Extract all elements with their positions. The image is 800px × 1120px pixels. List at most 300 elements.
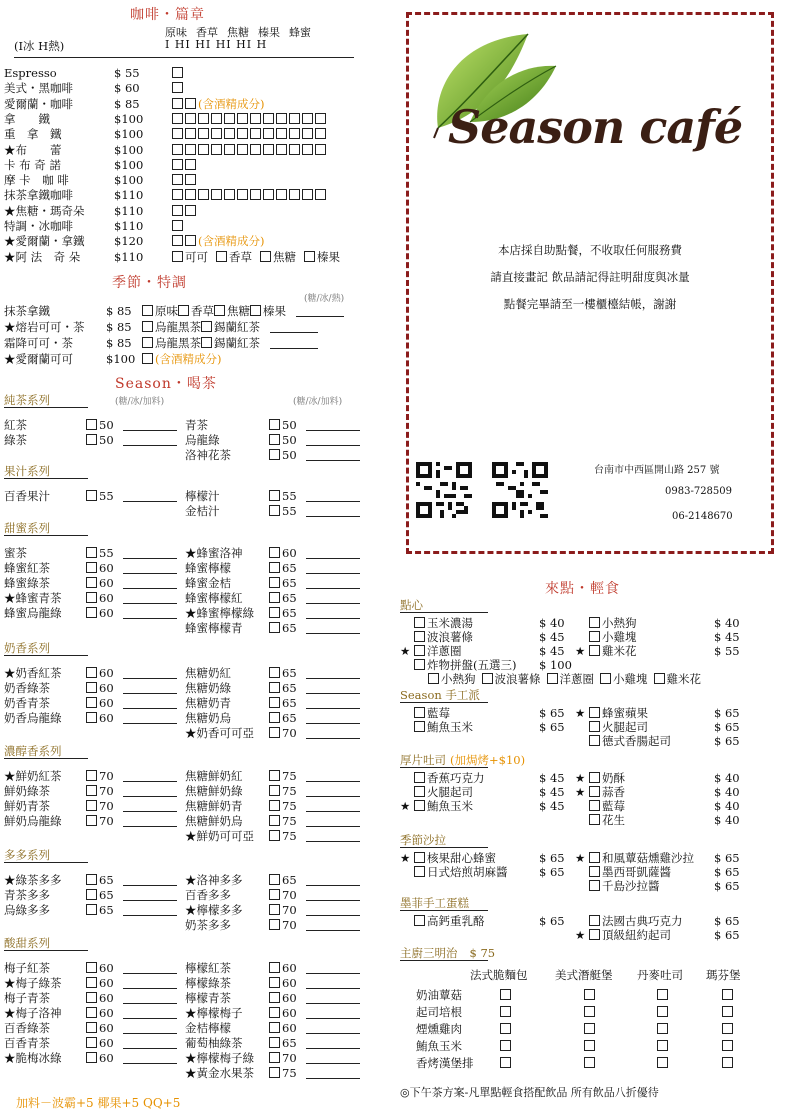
- checkbox[interactable]: [269, 770, 280, 781]
- food-title: 來點・輕食: [545, 581, 620, 597]
- checkbox[interactable]: [214, 305, 225, 316]
- checkbox[interactable]: [276, 113, 287, 124]
- drinks-sub-right: (糖/冰/加料): [293, 397, 343, 407]
- drink-group-title: 奶香系列: [4, 641, 50, 655]
- food-item: ★ 蒜香 $ 40: [575, 785, 740, 799]
- checkbox[interactable]: [289, 144, 300, 155]
- drink-item: 焦糖鮮奶紅 75: [185, 769, 360, 784]
- checkbox[interactable]: [414, 707, 425, 718]
- checkbox[interactable]: [414, 772, 425, 783]
- food-item: 小熱狗 $ 40: [575, 616, 740, 631]
- drink-item: 紅茶 50: [4, 418, 177, 433]
- checkbox[interactable]: [86, 667, 97, 678]
- checkbox[interactable]: [269, 547, 280, 558]
- drink-item: 蜂蜜紅茶 60: [4, 561, 177, 576]
- sandwich-col-header: 丹麥吐司: [637, 968, 683, 982]
- checkbox[interactable]: [263, 128, 274, 139]
- checkbox[interactable]: [250, 189, 261, 200]
- drink-item: 洛神花茶 50: [185, 448, 360, 463]
- checkbox[interactable]: [86, 490, 97, 501]
- checkbox[interactable]: [584, 1006, 595, 1017]
- checkbox[interactable]: [86, 904, 97, 915]
- drink-item: 鮮奶綠茶 70: [4, 784, 177, 799]
- checkbox[interactable]: [172, 128, 183, 139]
- checkbox[interactable]: [269, 874, 280, 885]
- checkbox[interactable]: [589, 786, 600, 797]
- checkbox[interactable]: [211, 144, 222, 155]
- drink-item: 綠茶 50: [4, 433, 177, 448]
- checkbox[interactable]: [86, 1052, 97, 1063]
- checkbox[interactable]: [263, 113, 274, 124]
- checkbox[interactable]: [250, 113, 261, 124]
- checkbox[interactable]: [269, 830, 280, 841]
- checkbox[interactable]: [86, 785, 97, 796]
- checkbox[interactable]: [589, 929, 600, 940]
- checkbox[interactable]: [260, 251, 271, 262]
- checkbox[interactable]: [722, 1006, 733, 1017]
- checkbox[interactable]: [172, 189, 183, 200]
- checkbox[interactable]: [589, 814, 600, 825]
- checkbox[interactable]: [269, 697, 280, 708]
- checkbox[interactable]: [722, 1023, 733, 1034]
- checkbox[interactable]: [269, 682, 280, 693]
- checkbox[interactable]: [185, 205, 196, 216]
- drink-item: 梅子紅茶 60: [4, 961, 177, 976]
- food-item: ★ 蜂蜜蘋果 $ 65: [575, 706, 740, 720]
- drink-item: 檸檬汁 55: [185, 489, 360, 504]
- checkbox[interactable]: [589, 721, 600, 732]
- checkbox[interactable]: [86, 977, 97, 988]
- drink-item: 奶香青茶 60: [4, 696, 177, 711]
- checkbox[interactable]: [269, 562, 280, 573]
- checkbox[interactable]: [269, 904, 280, 915]
- checkbox[interactable]: [86, 562, 97, 573]
- food-item: 藍莓 $ 40: [575, 799, 740, 814]
- drink-item: 焦糖奶綠 65: [185, 681, 360, 696]
- checkbox[interactable]: [315, 113, 326, 124]
- divider: [4, 655, 88, 656]
- drink-item: 焦糖鮮奶烏 75: [185, 814, 360, 829]
- checkbox[interactable]: [269, 490, 280, 501]
- drink-item: 烏龍綠 50: [185, 433, 360, 448]
- drink-item: ★洛神多多 65: [185, 873, 360, 888]
- drink-item: 檸檬青茶 60: [185, 991, 360, 1006]
- checkbox[interactable]: [500, 989, 511, 1000]
- checkbox[interactable]: [172, 113, 183, 124]
- checkbox[interactable]: [269, 577, 280, 588]
- food-item: ★ 洋蔥圈 $ 45: [400, 644, 565, 658]
- checkbox[interactable]: [269, 712, 280, 723]
- checkbox[interactable]: [86, 577, 97, 588]
- coffee-title: 咖啡・篇章: [130, 7, 205, 23]
- checkbox[interactable]: [250, 305, 261, 316]
- qr-code-icon[interactable]: [492, 462, 548, 518]
- checkbox[interactable]: [269, 919, 280, 930]
- checkbox[interactable]: [269, 800, 280, 811]
- checkbox[interactable]: [269, 962, 280, 973]
- checkbox[interactable]: [172, 205, 183, 216]
- checkbox[interactable]: [269, 815, 280, 826]
- checkbox[interactable]: [414, 852, 425, 863]
- checkbox[interactable]: [414, 866, 425, 877]
- checkbox[interactable]: [289, 113, 300, 124]
- drink-item: 烏綠多多 65: [4, 903, 177, 918]
- checkbox[interactable]: [276, 189, 287, 200]
- divider: [400, 612, 488, 613]
- food-section-title: 主廚三明治 $ 75: [400, 946, 496, 960]
- checkbox[interactable]: [211, 113, 222, 124]
- coffee-item: 拿 鐵 $100: [4, 112, 328, 127]
- checkbox[interactable]: [722, 1040, 733, 1051]
- checkbox[interactable]: [172, 220, 183, 231]
- checkbox[interactable]: [172, 159, 183, 170]
- checkbox[interactable]: [276, 128, 287, 139]
- combo-options: 小熱狗 波浪薯條 洋蔥圈 小雞塊 雞米花: [428, 672, 707, 687]
- coffee-item: 特調・冰咖啡 $110: [4, 219, 185, 234]
- notice-line: 本店採自助點餐，不收取任何服務費: [498, 243, 682, 257]
- checkbox[interactable]: [86, 874, 97, 885]
- checkbox[interactable]: [722, 1057, 733, 1068]
- drink-group-title: 酸甜系列: [4, 936, 50, 950]
- checkbox[interactable]: [142, 337, 153, 348]
- checkbox[interactable]: [211, 128, 222, 139]
- sandwich-row-label: 奶油蕈菇: [416, 988, 462, 1002]
- checkbox[interactable]: [86, 434, 97, 445]
- coffee-item: ★愛爾蘭・拿鐵 $120 (含酒精成分): [4, 234, 265, 249]
- checkbox[interactable]: [86, 962, 97, 973]
- food-item: 波浪薯條 $ 45: [400, 630, 565, 645]
- checkbox[interactable]: [589, 880, 600, 891]
- checkbox[interactable]: [269, 607, 280, 618]
- checkbox[interactable]: [600, 673, 611, 684]
- checkbox[interactable]: [185, 189, 196, 200]
- checkbox[interactable]: [185, 128, 196, 139]
- drink-item: ★鮮奶可可亞 75: [185, 829, 360, 844]
- checkbox[interactable]: [269, 1067, 280, 1078]
- food-footer: ◎下午茶方案-凡單點輕食搭配飲品 所有飲品八折優待: [400, 1086, 659, 1099]
- checkbox[interactable]: [250, 144, 261, 155]
- checkbox[interactable]: [584, 1023, 595, 1034]
- sandwich-row-label: 鮪魚玉米: [416, 1039, 462, 1053]
- drinks-title: Season・喝茶: [115, 376, 217, 392]
- checkbox[interactable]: [198, 189, 209, 200]
- checkbox[interactable]: [589, 800, 600, 811]
- food-item: ★ 雞米花 $ 55: [575, 644, 740, 658]
- drink-item: 焦糖鮮奶青 75: [185, 799, 360, 814]
- checkbox[interactable]: [315, 189, 326, 200]
- checkbox[interactable]: [414, 659, 425, 670]
- checkbox[interactable]: [86, 815, 97, 826]
- coffee-item: 愛爾蘭・咖啡 $ 85 (含酒精成分): [4, 96, 265, 111]
- food-item: 花生 $ 40: [575, 813, 740, 828]
- address: 台南市中西區開山路 257 號: [594, 465, 720, 476]
- drink-item: 金桔檸檬 60: [185, 1021, 360, 1036]
- food-item: 藍莓 $ 65: [400, 706, 565, 721]
- checkbox[interactable]: [276, 144, 287, 155]
- flavor-label: 香草: [196, 26, 218, 39]
- checkbox[interactable]: [589, 915, 600, 926]
- drink-group-title: 果汁系列: [4, 464, 50, 478]
- food-item: 鮪魚玉米 $ 65: [400, 720, 565, 735]
- checkbox[interactable]: [142, 321, 153, 332]
- checkbox[interactable]: [589, 735, 600, 746]
- drink-group-title: 多多系列: [4, 848, 50, 862]
- food-item: 日式焙煎胡麻醬 $ 65: [400, 865, 565, 880]
- drink-item: 百香果汁 55: [4, 489, 177, 504]
- checkbox[interactable]: [201, 321, 212, 332]
- checkbox[interactable]: [428, 673, 439, 684]
- checkbox[interactable]: [142, 305, 153, 316]
- checkbox[interactable]: [657, 989, 668, 1000]
- checkbox[interactable]: [414, 721, 425, 732]
- checkbox[interactable]: [86, 697, 97, 708]
- food-item: 火腿起司 $ 45: [400, 785, 565, 800]
- qr-code-icon[interactable]: [416, 462, 472, 518]
- checkbox[interactable]: [589, 617, 600, 628]
- checkbox[interactable]: [224, 128, 235, 139]
- sandwich-col-header: 瑪芬堡: [706, 968, 741, 982]
- food-section-title: 厚片吐司 (加焗烤+$10): [400, 753, 526, 767]
- coffee-item: ★布 蕾 $100: [4, 143, 328, 158]
- food-item: 墨西哥凱薩醬 $ 65: [575, 865, 740, 880]
- drink-item: 鮮奶青茶 70: [4, 799, 177, 814]
- checkbox[interactable]: [584, 989, 595, 1000]
- checkbox[interactable]: [185, 144, 196, 155]
- drink-item: 奶茶多多 70: [185, 918, 360, 933]
- flavor-label: 原味: [165, 26, 187, 39]
- brand-logo: Season café: [448, 100, 743, 154]
- checkbox[interactable]: [86, 1022, 97, 1033]
- seasonal-item: ★熔岩可可・茶 $ 85 烏龍黑茶 錫蘭紅茶: [4, 320, 318, 335]
- checkbox[interactable]: [263, 189, 274, 200]
- checkbox[interactable]: [198, 128, 209, 139]
- checkbox[interactable]: [589, 852, 600, 863]
- checkbox[interactable]: [722, 989, 733, 1000]
- checkbox[interactable]: [302, 144, 313, 155]
- checkbox[interactable]: [654, 673, 665, 684]
- checkbox[interactable]: [237, 113, 248, 124]
- checkbox[interactable]: [589, 866, 600, 877]
- drink-item: 蜂蜜綠茶 60: [4, 576, 177, 591]
- food-item: ★ 核果甜心蜂蜜 $ 65: [400, 851, 565, 865]
- checkbox[interactable]: [172, 67, 183, 78]
- checkbox[interactable]: [547, 673, 558, 684]
- checkbox[interactable]: [589, 645, 600, 656]
- drink-item: 檸檬綠茶 60: [185, 976, 360, 991]
- checkbox[interactable]: [172, 174, 183, 185]
- phone-mobile: 0983-728509: [665, 486, 733, 497]
- checkbox[interactable]: [589, 707, 600, 718]
- checkbox[interactable]: [269, 1007, 280, 1018]
- checkbox[interactable]: [657, 1057, 668, 1068]
- checkbox[interactable]: [269, 785, 280, 796]
- food-section-title: 墨菲手工蛋糕: [400, 896, 469, 910]
- food-item: ★ 鮪魚玉米 $ 45: [400, 799, 565, 813]
- flavor-label: 榛果: [258, 26, 280, 39]
- checkbox[interactable]: [414, 631, 425, 642]
- checkbox[interactable]: [86, 419, 97, 430]
- checkbox[interactable]: [142, 353, 153, 364]
- notice-line: 點餐完畢請至一樓櫃檯結帳，謝謝: [503, 297, 677, 311]
- phone-landline: 06-2148670: [672, 511, 733, 522]
- checkbox[interactable]: [302, 113, 313, 124]
- checkbox[interactable]: [500, 1057, 511, 1068]
- food-section-title: 季節沙拉: [400, 833, 446, 847]
- checkbox[interactable]: [86, 607, 97, 618]
- checkbox[interactable]: [185, 174, 196, 185]
- drink-item: 奶香綠茶 60: [4, 681, 177, 696]
- checkbox[interactable]: [500, 1040, 511, 1051]
- temp-label: (I冰 H熱): [14, 39, 65, 53]
- checkbox[interactable]: [289, 189, 300, 200]
- checkbox[interactable]: [269, 622, 280, 633]
- checkbox[interactable]: [302, 128, 313, 139]
- checkbox[interactable]: [269, 1052, 280, 1063]
- notice-line: 請直接畫記 飲品請記得註明甜度與冰量: [490, 270, 690, 284]
- checkbox[interactable]: [315, 144, 326, 155]
- divider: [400, 702, 488, 703]
- divider: [4, 407, 88, 408]
- drink-item: 百香多多 70: [185, 888, 360, 903]
- checkbox[interactable]: [86, 1037, 97, 1048]
- checkbox[interactable]: [172, 98, 183, 109]
- food-item: 法國古典巧克力 $ 65: [575, 914, 740, 929]
- checkbox[interactable]: [269, 449, 280, 460]
- checkbox[interactable]: [86, 800, 97, 811]
- checkbox[interactable]: [216, 251, 227, 262]
- checkbox[interactable]: [185, 159, 196, 170]
- checkbox[interactable]: [269, 419, 280, 430]
- drink-item: 葡萄柚綠茶 65: [185, 1036, 360, 1051]
- divider: [400, 960, 488, 961]
- drink-item: 焦糖鮮奶綠 75: [185, 784, 360, 799]
- checkbox[interactable]: [269, 977, 280, 988]
- checkbox[interactable]: [86, 992, 97, 1003]
- checkbox[interactable]: [414, 645, 425, 656]
- checkbox[interactable]: [289, 128, 300, 139]
- drink-item: ★梅子洛神 60: [4, 1006, 177, 1021]
- checkbox[interactable]: [269, 667, 280, 678]
- checkbox[interactable]: [237, 144, 248, 155]
- drink-item: ★鮮奶紅茶 70: [4, 769, 177, 784]
- checkbox[interactable]: [482, 673, 493, 684]
- checkbox[interactable]: [185, 113, 196, 124]
- coffee-item: 美式・黑咖啡 $ 60: [4, 81, 185, 96]
- checkbox[interactable]: [315, 128, 326, 139]
- drink-item: 百香綠茶 60: [4, 1021, 177, 1036]
- coffee-item: ★阿 法 奇 朵 $110 可可 香草 焦糖 榛果: [4, 249, 340, 264]
- drink-item: ★脆梅冰綠 60: [4, 1051, 177, 1066]
- checkbox[interactable]: [414, 800, 425, 811]
- drink-item: 蜜茶 55: [4, 546, 177, 561]
- checkbox[interactable]: [201, 337, 212, 348]
- checkbox[interactable]: [304, 251, 315, 262]
- checkbox[interactable]: [263, 144, 274, 155]
- checkbox[interactable]: [86, 682, 97, 693]
- checkbox[interactable]: [86, 592, 97, 603]
- checkbox[interactable]: [269, 727, 280, 738]
- checkbox[interactable]: [224, 113, 235, 124]
- food-item: ★ 和風蕈菇燻雞沙拉 $ 65: [575, 851, 740, 865]
- checkbox[interactable]: [584, 1040, 595, 1051]
- ih-header: I HI HI HI HI H: [165, 38, 268, 51]
- drink-item: 焦糖奶烏 65: [185, 711, 360, 726]
- checkbox[interactable]: [269, 592, 280, 603]
- drink-item: 蜂蜜金桔 65: [185, 576, 360, 591]
- divider: [400, 910, 488, 911]
- checkbox[interactable]: [86, 1007, 97, 1018]
- drink-item: 蜂蜜檸檬 65: [185, 561, 360, 576]
- checkbox[interactable]: [172, 82, 183, 93]
- checkbox[interactable]: [269, 434, 280, 445]
- checkbox[interactable]: [414, 617, 425, 628]
- checkbox[interactable]: [414, 786, 425, 797]
- food-item: ★ 奶酥 $ 40: [575, 771, 740, 785]
- checkbox[interactable]: [657, 1040, 668, 1051]
- checkbox[interactable]: [211, 189, 222, 200]
- checkbox[interactable]: [589, 631, 600, 642]
- checkbox[interactable]: [657, 1006, 668, 1017]
- checkbox[interactable]: [269, 1022, 280, 1033]
- drink-item: 蜂蜜檸檬青 65: [185, 621, 360, 636]
- checkbox[interactable]: [657, 1023, 668, 1034]
- checkbox[interactable]: [237, 189, 248, 200]
- sandwich-col-header: 法式脆麵包: [470, 968, 528, 982]
- checkbox[interactable]: [224, 144, 235, 155]
- checkbox[interactable]: [172, 251, 183, 262]
- checkbox[interactable]: [86, 770, 97, 781]
- food-item: 炸物拼盤(五選三) $ 100: [400, 658, 572, 673]
- checkbox[interactable]: [198, 113, 209, 124]
- drink-item: 奶香烏龍綠 60: [4, 711, 177, 726]
- checkbox[interactable]: [237, 128, 248, 139]
- coffee-item: ★焦糖・瑪奇朵 $110: [4, 204, 198, 219]
- checkbox[interactable]: [269, 992, 280, 1003]
- seasonal-item: 霜降可可・茶 $ 85 烏龍黑茶 錫蘭紅茶: [4, 336, 318, 351]
- checkbox[interactable]: [500, 1006, 511, 1017]
- drink-item: 梅子青茶 60: [4, 991, 177, 1006]
- checkbox[interactable]: [86, 889, 97, 900]
- drink-item: 鮮奶烏龍綠 70: [4, 814, 177, 829]
- checkbox[interactable]: [172, 235, 183, 246]
- divider: [14, 57, 354, 58]
- checkbox[interactable]: [86, 712, 97, 723]
- checkbox[interactable]: [198, 144, 209, 155]
- seasonal-sub: (糖/冰/熱): [304, 294, 345, 304]
- checkbox[interactable]: [172, 144, 183, 155]
- drink-item: ★奶香可可亞 70: [185, 726, 360, 741]
- checkbox[interactable]: [178, 305, 189, 316]
- food-item: 香蕉巧克力 $ 45: [400, 771, 565, 786]
- checkbox[interactable]: [185, 98, 196, 109]
- checkbox[interactable]: [185, 235, 196, 246]
- checkbox[interactable]: [269, 505, 280, 516]
- checkbox[interactable]: [269, 1037, 280, 1048]
- checkbox[interactable]: [589, 772, 600, 783]
- food-item: 千島沙拉醬 $ 65: [575, 879, 740, 894]
- divider: [4, 478, 88, 479]
- checkbox[interactable]: [224, 189, 235, 200]
- checkbox[interactable]: [302, 189, 313, 200]
- divider: [400, 847, 488, 848]
- checkbox[interactable]: [500, 1023, 511, 1034]
- checkbox[interactable]: [414, 915, 425, 926]
- checkbox[interactable]: [269, 889, 280, 900]
- checkbox[interactable]: [584, 1057, 595, 1068]
- drink-item: 焦糖奶青 65: [185, 696, 360, 711]
- checkbox[interactable]: [86, 547, 97, 558]
- checkbox[interactable]: [250, 128, 261, 139]
